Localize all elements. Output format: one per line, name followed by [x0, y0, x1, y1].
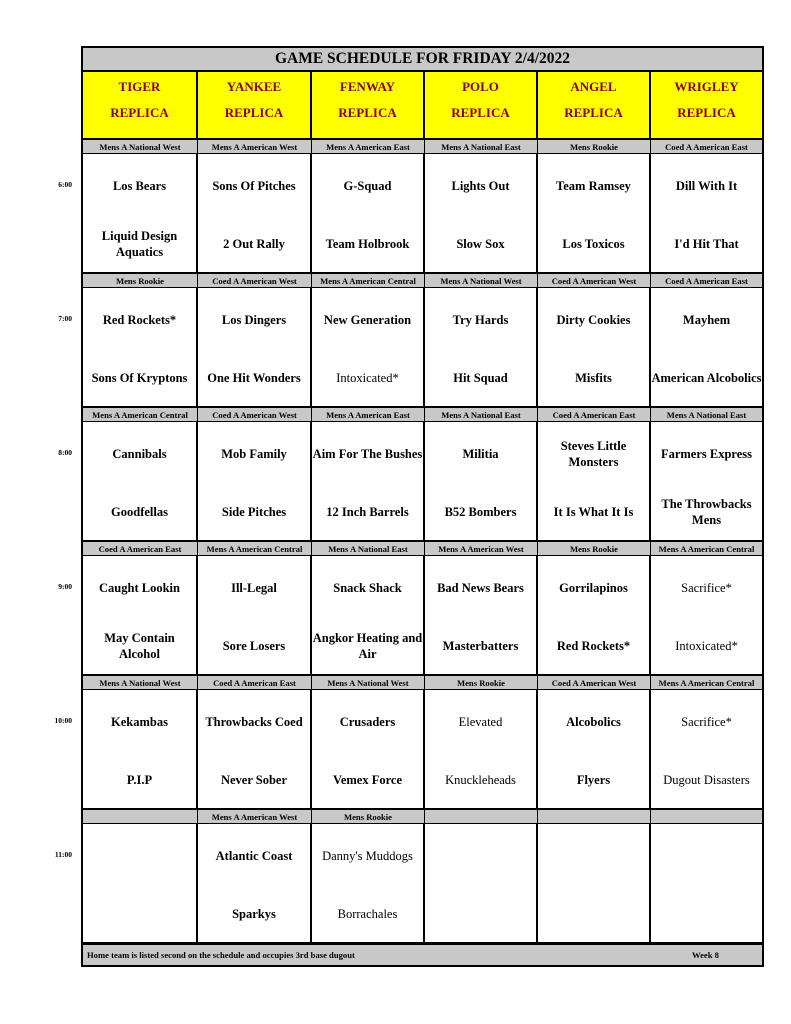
game-cell	[312, 288, 425, 408]
home-team: Dugout Disasters	[663, 773, 750, 787]
division-label: Mens Rookie	[312, 810, 425, 824]
division-label: Coed A American East	[83, 542, 198, 556]
division-label: Mens Rookie	[538, 542, 651, 556]
home-team: P.I.P	[126, 773, 153, 787]
home-team: 12 Inch Barrels	[326, 505, 409, 519]
home-team: Side Pitches	[221, 505, 287, 519]
away-team: Mayhem	[682, 313, 731, 327]
division-label: Mens A National East	[425, 140, 538, 154]
away-team: Crusaders	[339, 715, 396, 729]
home-team: It Is What It Is	[553, 505, 634, 519]
game-cell	[312, 690, 425, 810]
game-cell	[651, 288, 762, 408]
game-cell	[425, 288, 538, 408]
away-team: Kekambas	[111, 715, 168, 729]
away-team: Alcobolics	[566, 715, 621, 729]
division-label: Mens A American West	[198, 140, 312, 154]
division-label: Coed A American West	[198, 274, 312, 288]
division-label: Coed A American East	[651, 274, 762, 288]
home-team: Liquid Design Aquatics	[101, 229, 178, 259]
home-team: Goodfellas	[111, 505, 168, 519]
division-label: Mens A American Central	[651, 676, 762, 690]
time-slot-label: 11:00	[54, 850, 72, 859]
field-header	[425, 72, 538, 140]
schedule-title: GAME SCHEDULE FOR FRIDAY 2/4/2022	[83, 48, 762, 72]
field-header	[83, 72, 198, 140]
away-team: Elevated	[458, 715, 503, 729]
home-team: Sore Losers	[222, 639, 286, 653]
game-cell	[198, 690, 312, 810]
home-team: Angkor Heating and Air	[312, 631, 423, 661]
time-slot-label: 9:00	[58, 582, 72, 591]
game-cell	[83, 556, 198, 676]
home-team: May Contain Alcohol	[104, 631, 175, 661]
division-label: Mens Rookie	[425, 676, 538, 690]
division-label: Mens A American East	[312, 140, 425, 154]
division-label: Mens A American Central	[312, 274, 425, 288]
away-team: Dirty Cookies	[556, 313, 631, 327]
away-team: Lights Out	[451, 179, 510, 193]
home-team: Sons Of Kryptons	[91, 371, 188, 385]
game-cell	[425, 690, 538, 810]
field-subtitle: REPLICA	[564, 105, 623, 120]
game-cell	[83, 422, 198, 542]
field-name: ANGEL	[570, 79, 617, 94]
game-cell	[198, 422, 312, 542]
field-subtitle: REPLICA	[338, 105, 397, 120]
game-cell	[538, 690, 651, 810]
home-team: Misfits	[575, 371, 612, 385]
away-team: Ill-Legal	[231, 581, 277, 595]
division-label: Mens A National West	[312, 676, 425, 690]
home-team-note: Home team is listed second on the schedule and occupies 3rd base dugout	[87, 950, 355, 960]
game-cell	[651, 154, 762, 274]
away-team: Team Ramsey	[556, 179, 631, 193]
away-team: Sacrifice*	[681, 715, 732, 729]
division-label: Mens A National West	[425, 274, 538, 288]
division-label: Mens A American East	[312, 408, 425, 422]
away-team: Sacrifice*	[681, 581, 732, 595]
division-label: Coed A American East	[198, 676, 312, 690]
field-name: TIGER	[118, 79, 161, 94]
home-team: Intoxicated*	[675, 639, 738, 653]
away-team: Throwbacks Coed	[205, 715, 303, 729]
away-team: Red Rockets*	[102, 313, 177, 327]
game-cell	[83, 690, 198, 810]
away-team: Dill With It	[675, 179, 738, 193]
field-subtitle: REPLICA	[677, 105, 736, 120]
away-team: G-Squad	[343, 179, 392, 193]
division-label: Mens A National East	[425, 408, 538, 422]
division-label: Coed A American West	[538, 274, 651, 288]
division-label: Coed A American East	[651, 140, 762, 154]
game-cell	[198, 288, 312, 408]
time-slot-label: 6:00	[58, 180, 72, 189]
division-label: Mens Rookie	[83, 274, 198, 288]
field-name: WRIGLEY	[674, 79, 739, 94]
division-label: Mens A American Central	[83, 408, 198, 422]
division-label: Coed A American East	[538, 408, 651, 422]
game-cell	[651, 556, 762, 676]
home-team: Knuckleheads	[445, 773, 516, 787]
away-team: Los Bears	[112, 179, 167, 193]
field-header	[198, 72, 312, 140]
division-label: Mens A American West	[425, 542, 538, 556]
home-team: Hit Squad	[453, 371, 508, 385]
home-team: I'd Hit That	[674, 237, 739, 251]
field-name: POLO	[462, 79, 499, 94]
division-label	[538, 810, 651, 824]
division-label	[83, 810, 198, 824]
away-team: Atlantic Coast	[215, 849, 293, 863]
time-slot-label: 7:00	[58, 314, 72, 323]
home-team: One Hit Wonders	[207, 371, 301, 385]
schedule-footer	[83, 943, 762, 965]
field-subtitle: REPLICA	[110, 105, 169, 120]
away-team: Los Dingers	[221, 313, 287, 327]
home-team: Team Holbrook	[325, 237, 410, 251]
game-cell	[538, 422, 651, 542]
home-team: The Throwbacks Mens	[661, 497, 752, 527]
game-cell	[425, 422, 538, 542]
game-cell	[651, 690, 762, 810]
time-slot-label: 10:00	[54, 716, 72, 725]
home-team: Borrachales	[337, 907, 398, 921]
away-team: Snack Shack	[333, 581, 402, 595]
division-label: Mens A National West	[83, 676, 198, 690]
away-team: Cannibals	[112, 447, 167, 461]
division-label: Mens A National West	[83, 140, 198, 154]
game-cell	[425, 824, 538, 944]
home-team: Never Sober	[220, 773, 288, 787]
game-cell	[425, 556, 538, 676]
home-team: Slow Sox	[456, 237, 505, 251]
home-team: B52 Bombers	[444, 505, 517, 519]
field-subtitle: REPLICA	[224, 105, 284, 120]
home-team: Red Rockets*	[556, 639, 631, 653]
home-team: Masterbatters	[442, 639, 519, 653]
game-cell	[312, 422, 425, 542]
division-label: Mens Rookie	[538, 140, 651, 154]
division-label	[425, 810, 538, 824]
time-slot-label: 8:00	[58, 448, 72, 457]
away-team: Danny's Muddogs	[322, 849, 413, 863]
game-cell	[83, 288, 198, 408]
home-team: Flyers	[576, 773, 611, 787]
schedule-sheet	[81, 46, 764, 967]
game-cell	[312, 154, 425, 274]
away-team: Farmers Express	[660, 447, 753, 461]
game-cell	[312, 824, 425, 944]
game-cell	[198, 154, 312, 274]
game-cell	[538, 154, 651, 274]
home-team: Sparkys	[232, 907, 276, 921]
game-cell	[425, 154, 538, 274]
game-cell	[312, 556, 425, 676]
away-team: Mob Family	[221, 447, 287, 461]
game-cell	[198, 824, 312, 944]
home-team: American Alcobolics	[651, 371, 762, 385]
division-label: Coed A American West	[198, 408, 312, 422]
away-team: Gorrilapinos	[559, 581, 628, 595]
home-team: 2 Out Rally	[223, 237, 285, 251]
away-team: Steves Little Monsters	[560, 439, 627, 469]
division-label: Coed A American West	[538, 676, 651, 690]
division-label	[651, 810, 762, 824]
away-team: Caught Lookin	[99, 581, 180, 595]
field-subtitle: REPLICA	[451, 105, 510, 120]
division-label: Mens A American Central	[651, 542, 762, 556]
away-team: Militia	[462, 447, 499, 461]
game-cell	[538, 556, 651, 676]
home-team: Los Toxicos	[562, 237, 625, 251]
home-team: Intoxicated*	[336, 371, 399, 385]
game-cell	[83, 824, 198, 944]
game-cell	[83, 154, 198, 274]
division-label: Mens A American West	[198, 810, 312, 824]
division-label: Mens A National East	[651, 408, 762, 422]
away-team: Aim For The Bushes	[312, 447, 423, 461]
field-header	[538, 72, 651, 140]
field-header	[651, 72, 762, 140]
field-header	[312, 72, 425, 140]
game-cell	[651, 824, 762, 944]
away-team: Sons Of Pitches	[212, 179, 296, 193]
division-label: Mens A American Central	[198, 542, 312, 556]
home-team: Vemex Force	[332, 773, 403, 787]
away-team: New Generation	[323, 313, 412, 327]
away-team: Bad News Bears	[437, 581, 524, 595]
away-team: Try Hards	[452, 313, 509, 327]
game-cell	[651, 422, 762, 542]
game-cell	[198, 556, 312, 676]
field-name: YANKEE	[226, 79, 282, 94]
game-cell	[538, 288, 651, 408]
division-label: Mens A National East	[312, 542, 425, 556]
field-name: FENWAY	[339, 79, 396, 94]
week-label: Week 8	[692, 950, 719, 960]
game-cell	[538, 824, 651, 944]
